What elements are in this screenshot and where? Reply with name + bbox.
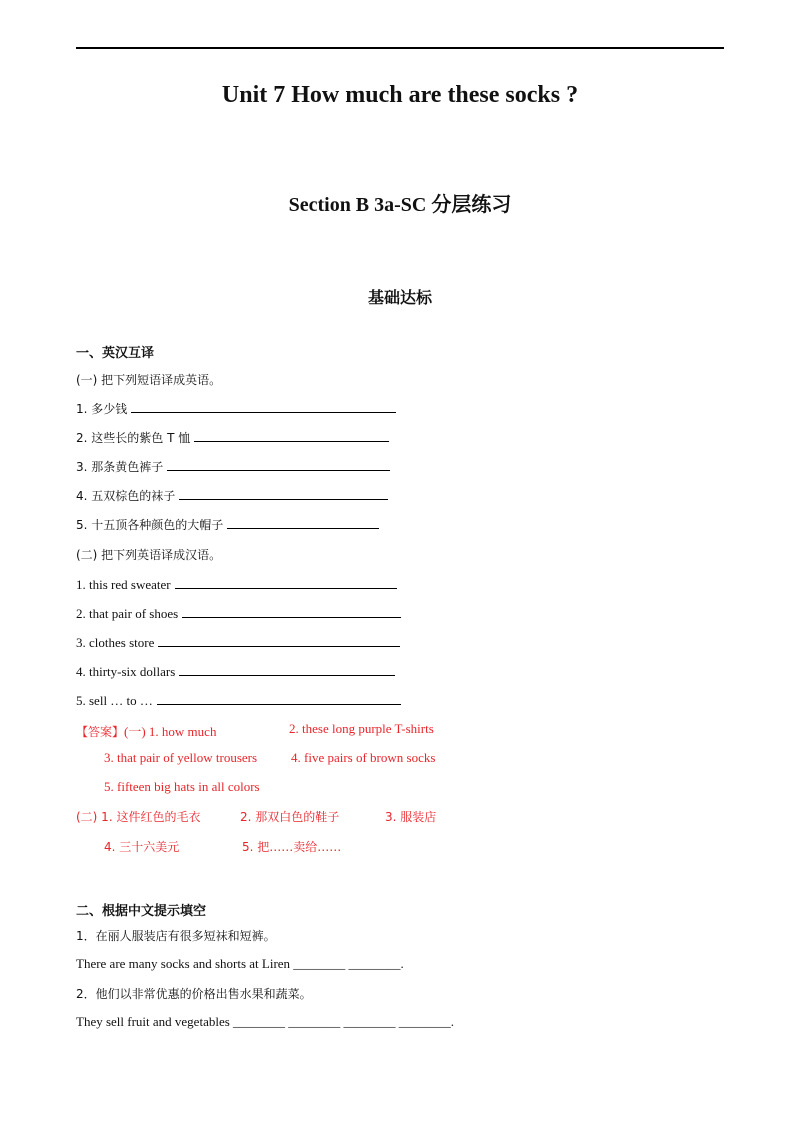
item-text: 4. 五双棕色的袜子 [76, 489, 176, 503]
answer-row-5a: 4. 三十六美元 [104, 840, 180, 854]
item-text: 3. 那条黄色裤子 [76, 460, 164, 474]
question-1-chinese: 1．在丽人服装店有很多短袜和短裤。 [76, 929, 276, 943]
answer-blank[interactable] [179, 487, 388, 500]
item-text: 1. this red sweater [76, 577, 171, 592]
answer-text: (一) 1. how much [124, 724, 217, 739]
answer-row-1b: 2. these long purple T-shirts [289, 721, 434, 736]
answer-row-2a: 3. that pair of yellow trousers [104, 750, 258, 765]
answer-row-4a: (二) 1. 这件红色的毛衣 [76, 810, 201, 824]
part1-item-5 [76, 516, 379, 533]
answer-row-2b: 4. five pairs of brown socks [291, 750, 436, 765]
question-2-chinese: 2．他们以非常优惠的价格出售水果和蔬菜。 [76, 987, 312, 1001]
answer-blank[interactable] [158, 634, 400, 647]
answer-blank[interactable] [182, 605, 401, 618]
part1-item-2 [76, 429, 389, 446]
part2-instruction: (二) 把下列英语译成汉语。 [76, 548, 222, 562]
answer-blank[interactable] [179, 663, 395, 676]
part2-item-1 [76, 576, 397, 593]
item-text: 1. 多少钱 [76, 402, 128, 416]
part1-instruction: (一) 把下列短语译成英语。 [76, 373, 222, 387]
level-heading: 基础达标 [367, 288, 432, 307]
answer-blank[interactable] [167, 458, 390, 471]
page-title: Unit 7 How much are these socks ? [221, 82, 579, 108]
section1-heading: 一、英汉互译 [76, 346, 155, 361]
part1-item-3 [76, 458, 390, 475]
answer-blank[interactable] [227, 516, 379, 529]
section2-heading: 二、根据中文提示填空 [76, 904, 207, 919]
answer-blank[interactable] [194, 429, 389, 442]
answer-row-1 [76, 721, 216, 740]
answer-row-3: 5. fifteen big hats in all colors [104, 779, 260, 794]
answer-row-5b: 5. 把……卖给…… [242, 840, 342, 854]
answer-blank[interactable] [175, 576, 397, 589]
part1-item-4 [76, 487, 388, 504]
answer-blank[interactable] [157, 692, 401, 705]
item-text: 5. 十五顶各种颜色的大帽子 [76, 518, 224, 532]
item-text: 5. sell … to … [76, 693, 153, 708]
section-subtitle: Section B 3a-SC 分层练习 [288, 194, 512, 216]
question-1-english: There are many socks and shorts at Liren ________ ________. [76, 956, 404, 971]
part2-item-2 [76, 605, 401, 622]
item-text: 4. thirty-six dollars [76, 664, 176, 679]
top-rule [76, 47, 724, 49]
answer-row-4c: 3. 服装店 [385, 810, 437, 824]
part2-item-3 [76, 634, 400, 651]
part2-item-4 [76, 663, 395, 680]
answer-blank[interactable] [131, 400, 396, 413]
item-text: 2. 这些长的紫色 T 恤 [76, 431, 191, 445]
answer-row-4b: 2. 那双白色的鞋子 [240, 810, 340, 824]
part2-item-5 [76, 692, 401, 709]
part1-item-1 [76, 400, 396, 417]
question-2-english: They sell fruit and vegetables ________ ________ ________ ________. [76, 1014, 455, 1029]
item-text: 2. that pair of shoes [76, 606, 179, 621]
answer-label: 【答案】 [76, 725, 125, 739]
item-text: 3. clothes store [76, 635, 155, 650]
